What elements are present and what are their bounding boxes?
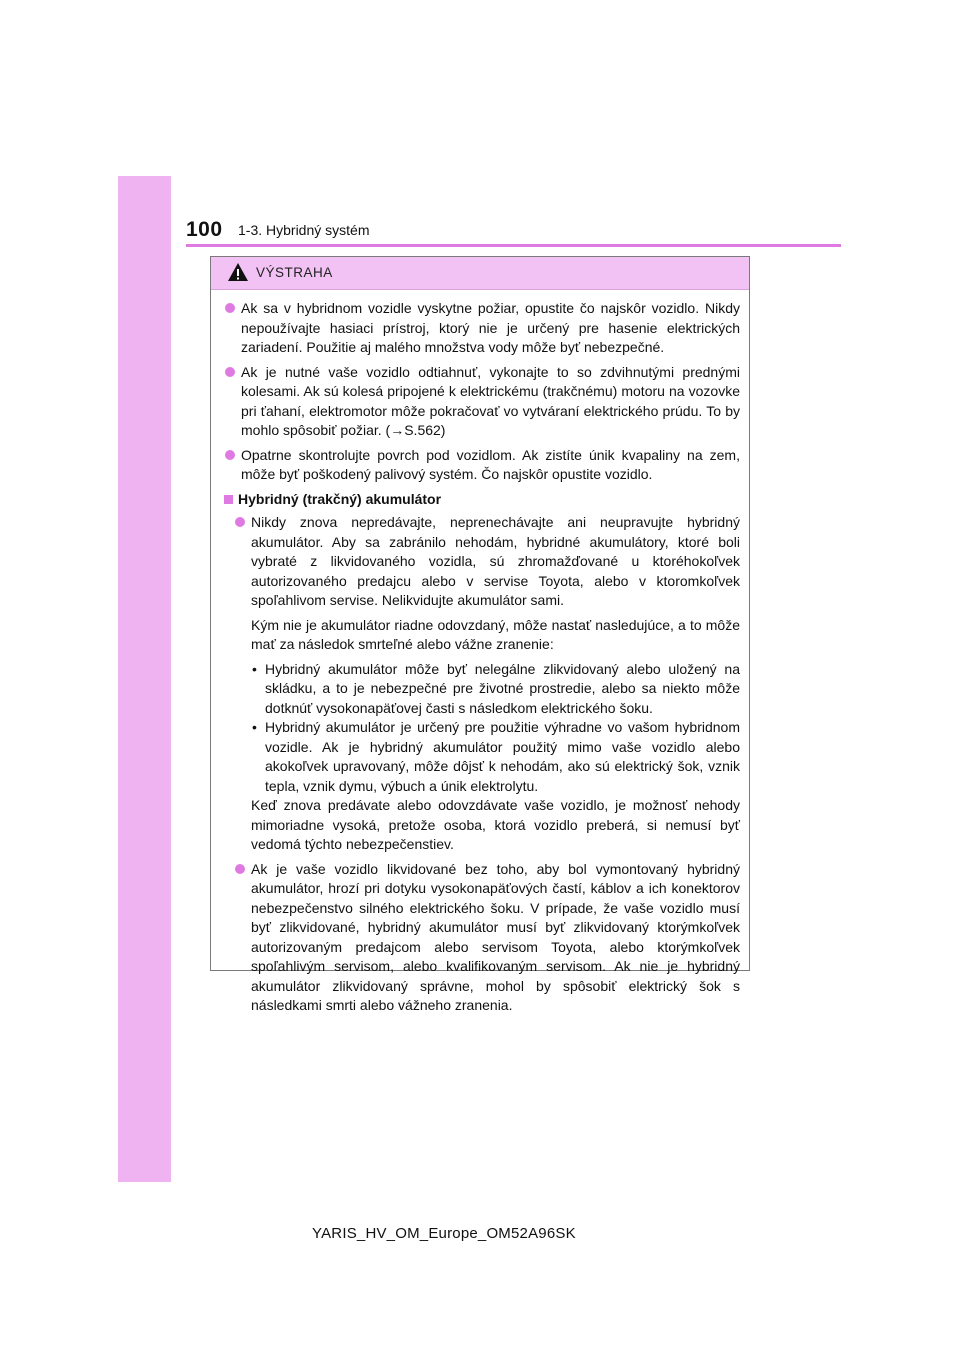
warning-item — [234, 513, 740, 611]
dash-item — [234, 718, 740, 796]
dash-mark: • — [252, 719, 257, 735]
bullet-icon — [225, 450, 235, 460]
warning-item-text: Ak je vaše vozidlo likvidované bez toho, aby bol vymontovaný hybridný akumulátor, hrozí pri dotyku vysokonapäťových častí, káblov a ich konektorov nebezpečenstvo silného elektrického šoku. V prípade, že vaše vozidlo musí byť zlikvidované, hybridný akumulátor musí byť zlikvidovaný ktorýmkoľvek autorizovaným predajcom alebo servisom Toyota, alebo ktorýmkoľvek spoľahlivým servisom, alebo kvalifikovaným servisom. Ak nie je hybridný akumulátor zlikvidovaný správne, mohol by spôsobiť elektrický šok s následkami smrti alebo vážneho zranenia. — [251, 860, 740, 1013]
warning-box — [210, 256, 750, 1013]
footer-document-code: YARIS_HV_OM_Europe_OM52A96SK — [312, 1225, 576, 1242]
warning-item-text: Ak je nutné vaše vozidlo odtiahnuť, vykonajte to so zdvihnutými prednými kolesami. Ak sú kolesá pripojené k elektrickému (trakčnému) motoru na vozovke pri ťahaní, elektromotor môže pokračovať vo vytváraní elektrického prúdu. To by mohlo spôsobiť požiar. (→S.562) — [241, 363, 740, 438]
dash-item-text: Hybridný akumulátor je určený pre použitie výhradne vo vašom hybridnom vozidle. Ak je hybridný akumulátor použitý mimo vaše vozidlo alebo akokoľvek upravovaný, môže dôjsť k nehodám, ako sú elektrický šok, vznik tepla, vznik dymu, výbuch a únik elektrolytu. — [265, 719, 740, 794]
warning-item-text: Nikdy znova nepredávajte, neprenechávajte ani neupravujte hybridný akumulátor. Aby sa zabránilo nehodám, hybridné akumulátory, ktoré boli vybraté z likvidovaného vozidla, sú zhromažďované u ktoréhokoľvek autorizovaného predajcu alebo v servise Toyota, alebo v ktoromkoľvek spoľahlivom servise. Nelikvidujte akumulátor sami. — [251, 514, 740, 608]
warning-triangle-icon — [227, 262, 249, 282]
warning-header — [211, 257, 749, 290]
warning-item — [224, 299, 740, 358]
battery-heading-text: Hybridný (trakčný) akumulátor — [238, 490, 442, 507]
warning-content — [211, 290, 749, 1016]
warning-item-text: Opatrne skontrolujte povrch pod vozidlom. Ak zistíte únik kvapaliny na zem, môže byť poškodený palivový systém. Čo najskôr opustite vozidlo. — [241, 446, 740, 482]
warning-item — [234, 860, 740, 1016]
header-rule — [186, 244, 841, 247]
battery-section — [234, 513, 740, 1016]
section-title: 1-3. Hybridný systém — [238, 222, 370, 238]
bullet-icon — [235, 517, 245, 527]
bullet-icon — [225, 303, 235, 313]
square-bullet-icon — [224, 495, 233, 504]
chapter-sidebar-tab — [118, 176, 171, 1182]
warning-item — [224, 446, 740, 485]
dash-mark: • — [252, 660, 257, 677]
battery-paragraph: Kým nie je akumulátor riadne odovzdaný, môže nastať nasledujúce, a to môže mať za následok smrteľné alebo vážne zranenie: — [251, 616, 740, 652]
dash-item-text: Hybridný akumulátor môže byť nelegálne zlikvidovaný alebo uložený na skládku, a to je nebezpečné pre životné prostredie, alebo sa niekto môže dotknúť vysokonapäťovej časti s následkom elektrického šoku. — [265, 660, 740, 716]
warning-item — [224, 363, 740, 441]
bullet-icon — [235, 864, 245, 874]
bullet-icon — [225, 367, 235, 377]
dash-item — [234, 660, 740, 719]
battery-heading — [224, 490, 740, 510]
battery-paragraph-2: Keď znova predávate alebo odovzdávate vaše vozidlo, je možnosť nehody mimoriadne vysoká, pretože osoba, ktorá vozidlo preberá, si nemusí byť vedomá týchto nebezpečenstiev. — [251, 797, 740, 852]
warning-item-text: Ak sa v hybridnom vozidle vyskytne požiar, opustite čo najskôr vozidlo. Nikdy nepoužívajte hasiaci prístroj, ktorý nie je určený pre hasenie elektrických zariadení. Použitie aj malého množstva vody môže byť nebezpečné. — [241, 300, 740, 355]
page-number: 100 — [186, 218, 223, 241]
warning-title: VÝSTRAHA — [256, 265, 333, 280]
